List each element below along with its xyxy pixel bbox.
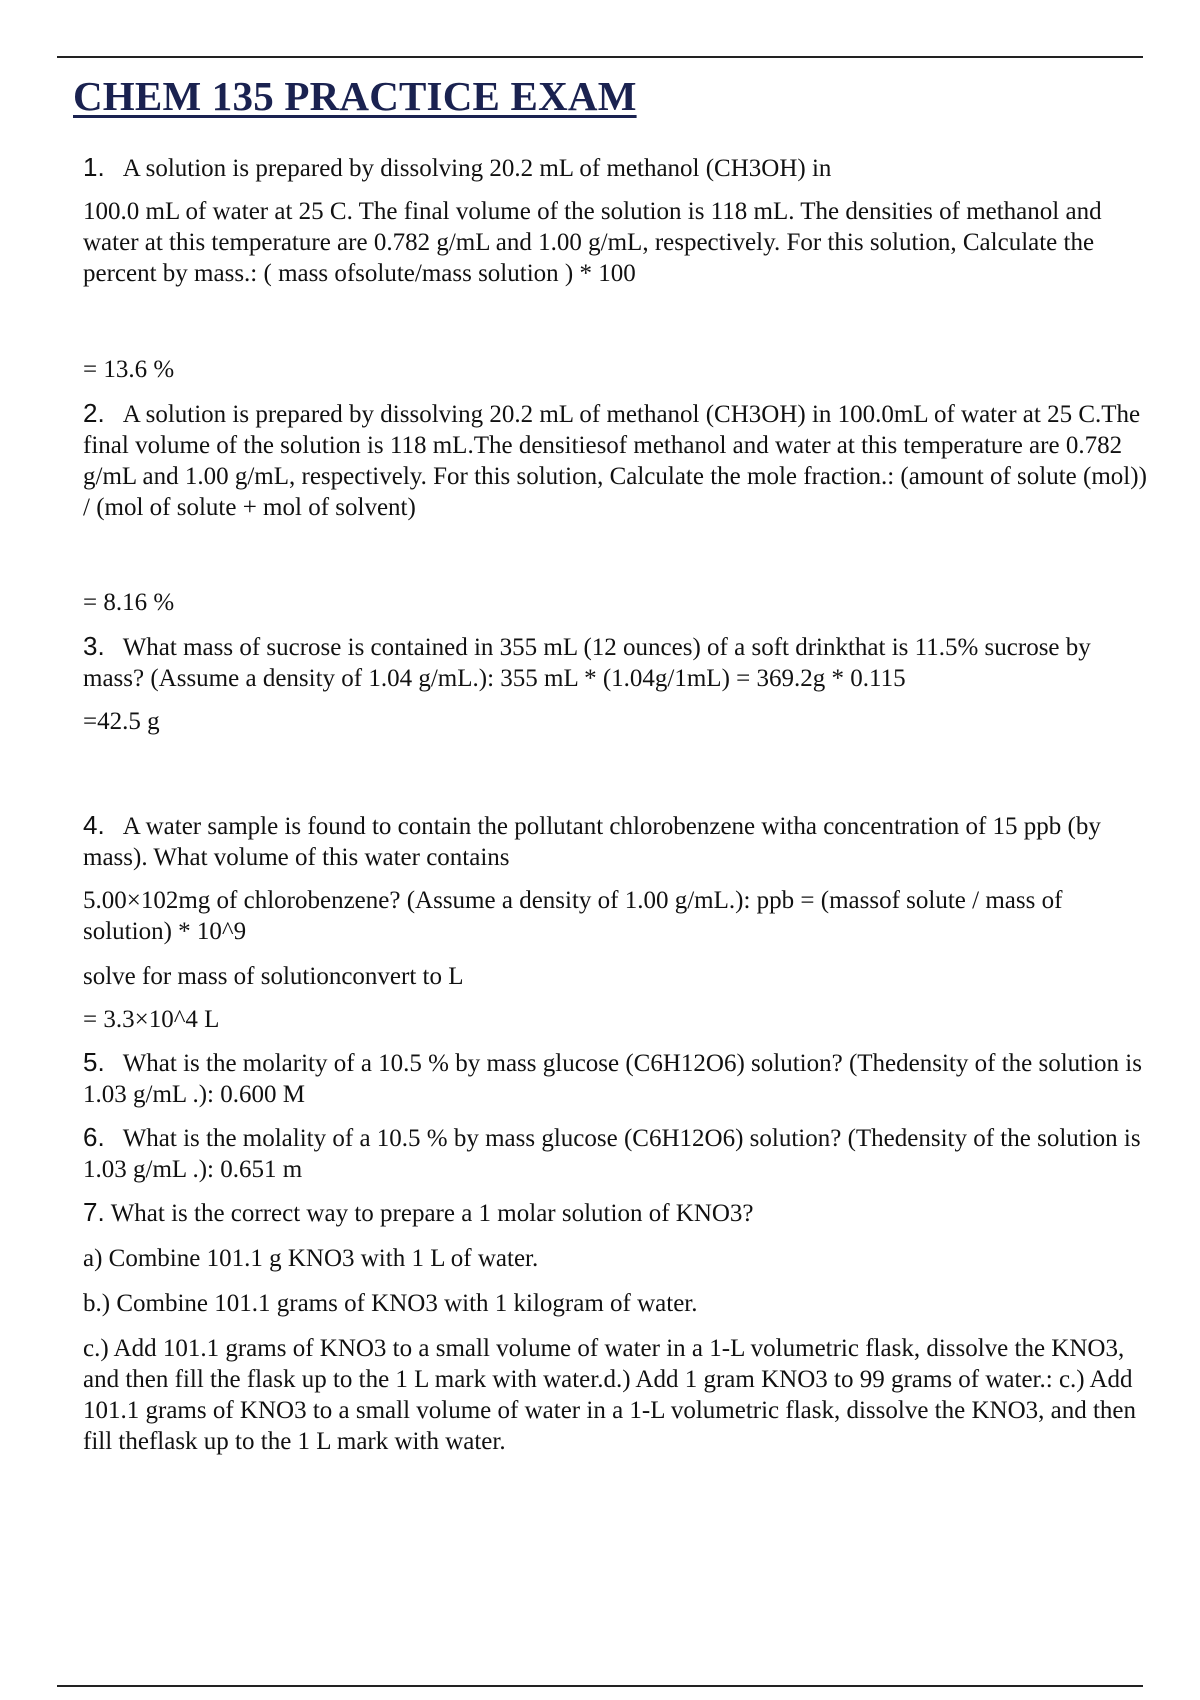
- page-title: CHEM 135 PRACTICE EXAM: [73, 73, 637, 119]
- answer: = 8.16 %: [83, 589, 175, 616]
- exam-content: [83, 152, 1153, 1457]
- question-number: 4.: [83, 810, 105, 840]
- question-text: solve for mass of solutionconvert to L: [83, 963, 464, 990]
- option-c: c.) Add 101.1 grams of KNO3 to a small volume of water in a 1-L volumetric flask, dissolve the KNO3, and then fill the flask up to the 1 L mark with water.d.) Add 1 gram KNO3 to 99 grams of water.: c.) Add 101.1 grams of KNO3 to a small volume of water in a 1-L volumetric flask, dissolve the KNO3, and then fill theflask up to the 1 L mark with water.: [83, 1335, 1137, 1455]
- answer: = 13.6 %: [83, 356, 175, 383]
- question-text: What mass of sucrose is contained in 355 mL (12 ounces) of a soft drinkthat is 11.5% sucrose by mass? (Assume a density of 1.04 g/mL.): 355 mL * (1.04g/1mL) = 369.2g * 0.115: [83, 634, 1091, 692]
- question-text: 100.0 mL of water at 25 C. The final volume of the solution is 118 mL. The densities of methanol and water at this temperature are 0.782 g/mL and 1.00 g/mL, respectively. For this solution, Calculate the percent by mass.: ( mass ofsolute/mass solution ) * 100: [83, 198, 1102, 287]
- question-number: 2.: [83, 398, 105, 428]
- question-number: 7.: [83, 1197, 105, 1227]
- question-2: [83, 398, 1153, 618]
- question-text: 5.00×102mg of chlorobenzene? (Assume a density of 1.00 g/mL.): ppb = (massof solute / mass of solution) * 10^9: [83, 887, 1063, 945]
- question-text: A solution is prepared by dissolving 20.2 mL of methanol (CH3OH) in 100.0mL of water at 25 C.The final volume of the solution is 118 mL.The densitiesof methanol and water at this temperature are 0.782 g/mL and 1.00 g/mL, respectively. For this solution, Calculate the mole fraction.: (amount of solute (mol)) / (mol of solute + mol of solvent): [83, 401, 1147, 521]
- question-text: What is the correct way to prepare a 1 molar solution of KNO3?: [110, 1200, 754, 1227]
- question-4: [83, 810, 1153, 1035]
- question-text: A water sample is found to contain the pollutant chlorobenzene witha concentration of 15 ppb (by mass). What volume of this water contains: [83, 813, 1101, 871]
- question-number: 1.: [83, 152, 105, 182]
- question-7: [83, 1197, 1153, 1457]
- question-5: [83, 1047, 1153, 1110]
- question-text: What is the molality of a 10.5 % by mass glucose (C6H12O6) solution? (Thedensity of the solution is 1.03 g/mL .): 0.651 m: [83, 1125, 1141, 1183]
- question-1: [83, 152, 1153, 385]
- question-number: 3.: [83, 631, 105, 661]
- question-3: [83, 631, 1153, 737]
- option-a: a) Combine 101.1 g KNO3 with 1 L of water.: [83, 1245, 539, 1272]
- top-rule: [57, 56, 1143, 58]
- question-text: What is the molarity of a 10.5 % by mass glucose (C6H12O6) solution? (Thedensity of the solution is 1.03 g/mL .): 0.600 M: [83, 1050, 1142, 1108]
- option-b: b.) Combine 101.1 grams of KNO3 with 1 kilogram of water.: [83, 1290, 698, 1317]
- question-number: 5.: [83, 1047, 105, 1077]
- bottom-rule: [57, 1685, 1143, 1687]
- question-text: A solution is prepared by dissolving 20.2 mL of methanol (CH3OH) in: [122, 155, 832, 182]
- answer: =42.5 g: [83, 708, 160, 735]
- question-6: [83, 1122, 1153, 1185]
- answer: = 3.3×10^4 L: [83, 1006, 220, 1033]
- question-number: 6.: [83, 1122, 105, 1152]
